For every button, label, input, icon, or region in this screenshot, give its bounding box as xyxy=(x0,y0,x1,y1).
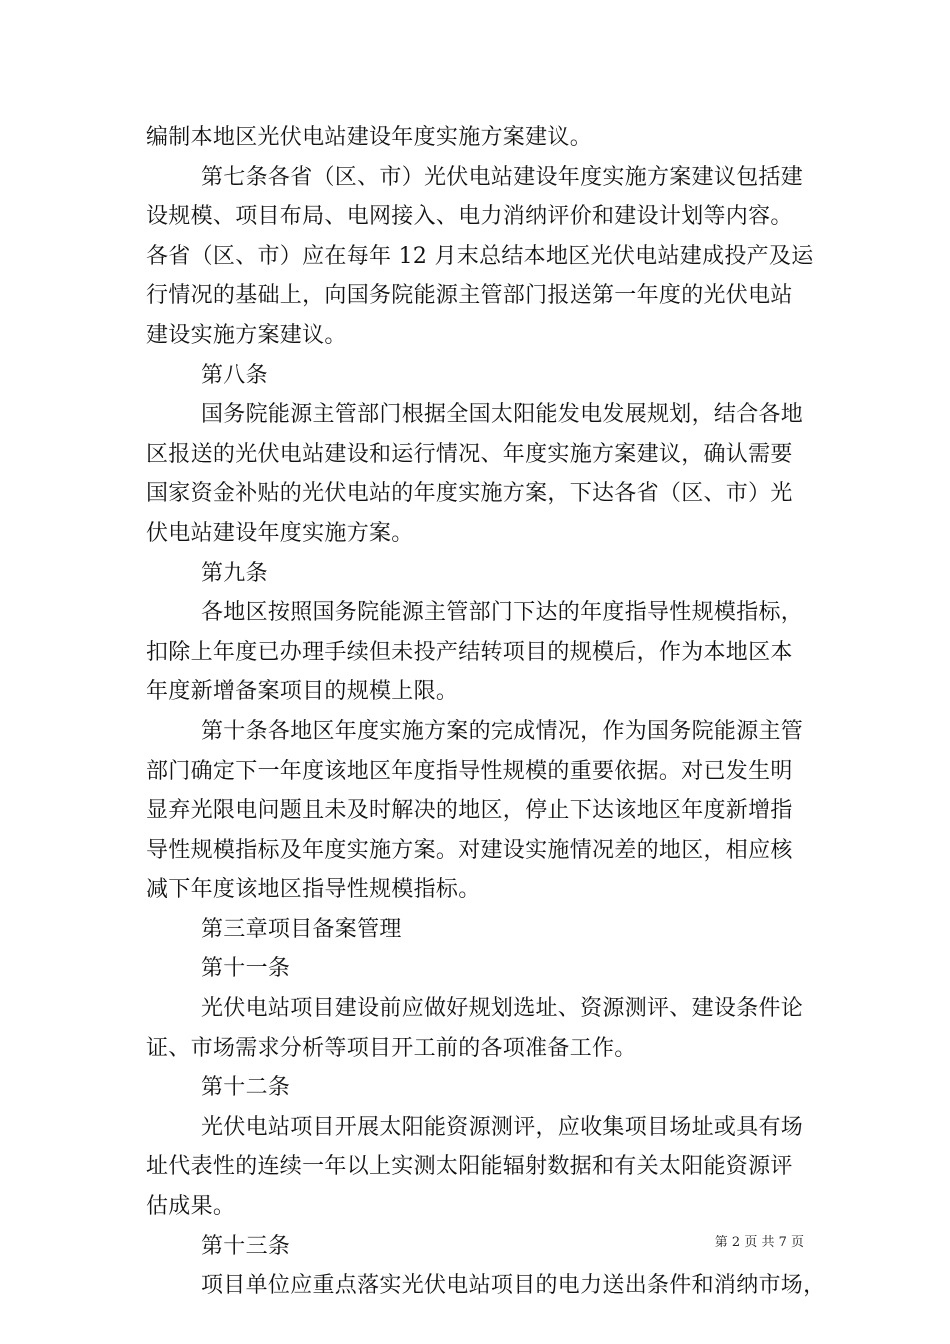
article-10-line-5: 减下年度该地区指导性规模指标。 xyxy=(146,877,481,903)
article-9-heading: 第九条 xyxy=(201,560,268,586)
chapter-3-heading: 第三章项目备案管理 xyxy=(201,916,402,942)
article-9-line-3: 年度新增备案项目的规模上限。 xyxy=(146,679,459,705)
article-7-line-5: 建设实施方案建议。 xyxy=(146,322,347,348)
article-11-line-1: 光伏电站项目建设前应做好规划选址、资源测评、建设条件论 xyxy=(201,996,804,1022)
article-9-line-1: 各地区按照国务院能源主管部门下达的年度指导性规模指标， xyxy=(201,600,804,626)
article-8-heading: 第八条 xyxy=(201,362,268,388)
article-7-line-2: 设规模、项目布局、电网接入、电力消纳评价和建设计划等内容。 xyxy=(146,204,793,230)
article-10-line-1: 第十条各地区年度实施方案的完成情况，作为国务院能源主管 xyxy=(201,718,804,744)
article-13-heading: 第十三条 xyxy=(201,1233,291,1259)
article-10-line-2: 部门确定下一年度该地区年度指导性规模的重要依据。对已发生明 xyxy=(146,758,793,784)
article-9-line-2: 扣除上年度已办理手续但未投产结转项目的规模后，作为本地区本 xyxy=(146,639,793,665)
article-12-line-2: 址代表性的连续一年以上实测太阳能辐射数据和有关太阳能资源评 xyxy=(146,1154,793,1180)
article-8-line-3: 国家资金补贴的光伏电站的年度实施方案，下达各省（区、市）光 xyxy=(146,481,793,507)
article-10-line-4: 导性规模指标及年度实施方案。对建设实施情况差的地区，相应核 xyxy=(146,837,793,863)
article-8-line-4: 伏电站建设年度实施方案。 xyxy=(146,520,414,546)
article-12-heading: 第十二条 xyxy=(201,1075,291,1101)
page-number-footer: 第 2 页 共 7 页 xyxy=(714,1235,804,1250)
document-body xyxy=(146,118,826,1306)
article-12-line-1: 光伏电站项目开展太阳能资源测评，应收集项目场址或具有场 xyxy=(201,1114,804,1140)
article-7-line-3: 各省（区、市）应在每年 12 月末总结本地区光伏电站建成投产及运 xyxy=(146,243,814,269)
article-7-line-1: 第七条各省（区、市）光伏电站建设年度实施方案建议包括建 xyxy=(201,164,804,190)
article-8-line-1: 国务院能源主管部门根据全国太阳能发电发展规划，结合各地 xyxy=(201,402,804,428)
article-7-line-4: 行情况的基础上，向国务院能源主管部门报送第一年度的光伏电站 xyxy=(146,283,793,309)
article-11-heading: 第十一条 xyxy=(201,956,291,982)
text-line-1: 编制本地区光伏电站建设年度实施方案建议。 xyxy=(146,125,593,150)
article-10-line-3: 显弃光限电问题且未及时解决的地区，停止下达该地区年度新增指 xyxy=(146,798,793,824)
article-12-line-3: 估成果。 xyxy=(146,1194,236,1220)
article-13-line-1: 项目单位应重点落实光伏电站项目的电力送出条件和消纳市场， xyxy=(201,1273,826,1299)
article-11-line-2: 证、市场需求分析等项目开工前的各项准备工作。 xyxy=(146,1035,637,1061)
article-8-line-2: 区报送的光伏电站建设和运行情况、年度实施方案建议，确认需要 xyxy=(146,441,793,467)
